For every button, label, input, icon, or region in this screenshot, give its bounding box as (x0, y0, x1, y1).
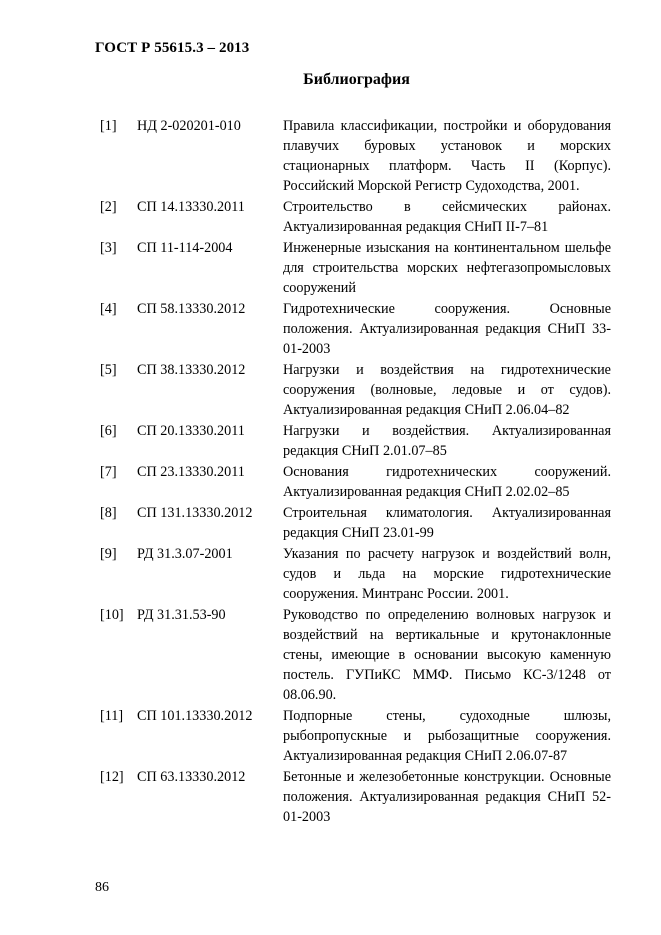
entry-code: СП 63.13330.2012 (137, 769, 246, 785)
entry-number: [12] (100, 769, 124, 785)
entry-number: [1] (100, 118, 117, 134)
entry-description: Правила классификации, постройки и оборудования плавучих буровых установок и морских стационарных платформ. Часть II (Корпус). Российский Морской Регистр Судоходства, 2001. (283, 118, 611, 194)
bibliography-entry (100, 767, 611, 827)
entry-description: Инженерные изыскания на континентальном шельфе для строительства морских нефтегазопромысловых сооружений (283, 240, 611, 296)
entry-number: [2] (100, 199, 117, 215)
bibliography-list (100, 116, 611, 828)
entry-description: Основания гидротехнических сооружений. Актуализированная редакция СНиП 2.02.02–85 (283, 464, 611, 500)
entry-code: РД 31.3.07-2001 (137, 546, 233, 562)
entry-code: СП 58.13330.2012 (137, 301, 246, 317)
bibliography-entry (100, 503, 611, 543)
entry-number: [7] (100, 464, 117, 480)
bibliography-entry (100, 462, 611, 502)
entry-code: СП 20.13330.2011 (137, 423, 245, 439)
entry-code: СП 101.13330.2012 (137, 708, 253, 724)
entry-number: [3] (100, 240, 117, 256)
page-title: Библиография (303, 71, 410, 88)
bibliography-entry (100, 238, 611, 298)
bibliography-entry (100, 544, 611, 604)
entry-code: СП 131.13330.2012 (137, 505, 253, 521)
bibliography-entry (100, 360, 611, 420)
entry-description: Подпорные стены, судоходные шлюзы, рыбопропускные и рыбозащитные сооружения. Актуализированная редакция СНиП 2.06.07-87 (283, 708, 611, 764)
bibliography-entry (100, 116, 611, 196)
entry-code: СП 23.13330.2011 (137, 464, 245, 480)
entry-description: Нагрузки и воздействия на гидротехнические сооружения (волновые, ледовые и от судов). Актуализированная редакция СНиП 2.06.04–82 (283, 362, 611, 418)
entry-number: [5] (100, 362, 117, 378)
bibliography-entry (100, 605, 611, 705)
entry-code: СП 11-114-2004 (137, 240, 233, 256)
entry-description: Нагрузки и воздействия. Актуализированная редакция СНиП 2.01.07–85 (283, 423, 611, 459)
bibliography-entry (100, 421, 611, 461)
bibliography-entry (100, 197, 611, 237)
entry-number: [9] (100, 546, 117, 562)
entry-code: СП 14.13330.2011 (137, 199, 245, 215)
entry-description: Бетонные и железобетонные конструкции. Основные положения. Актуализированная редакция СНиП 52-01-2003 (283, 769, 611, 825)
entry-description: Строительство в сейсмических районах. Актуализированная редакция СНиП II-7–81 (283, 199, 611, 235)
entry-description: Указания по расчету нагрузок и воздействий волн, судов и льда на морские гидротехнические сооружения. Минтранс России. 2001. (283, 546, 611, 602)
entry-code: СП 38.13330.2012 (137, 362, 246, 378)
entry-description: Гидротехнические сооружения. Основные положения. Актуализированная редакция СНиП 33-01-2003 (283, 301, 611, 357)
entry-code: НД 2-020201-010 (137, 118, 241, 134)
entry-code: РД 31.31.53-90 (137, 607, 226, 623)
entry-description: Строительная климатология. Актуализированная редакция СНиП 23.01-99 (283, 505, 611, 541)
entry-number: [10] (100, 607, 124, 623)
entry-number: [4] (100, 301, 117, 317)
bibliography-entry (100, 299, 611, 359)
entry-number: [8] (100, 505, 117, 521)
entry-number: [11] (100, 708, 124, 724)
entry-description: Руководство по определению волновых нагрузок и воздействий на вертикальные и крутонаклонные стены, имеющие в основании высокую каменную постель. ГУПиКС ММФ. Письмо КС-3/1248 от 08.06.90. (283, 607, 611, 703)
bibliography-entry (100, 706, 611, 766)
entry-number: [6] (100, 423, 117, 439)
page-number: 86 (95, 880, 109, 895)
document-code: ГОСТ Р 55615.3 – 2013 (95, 40, 250, 56)
